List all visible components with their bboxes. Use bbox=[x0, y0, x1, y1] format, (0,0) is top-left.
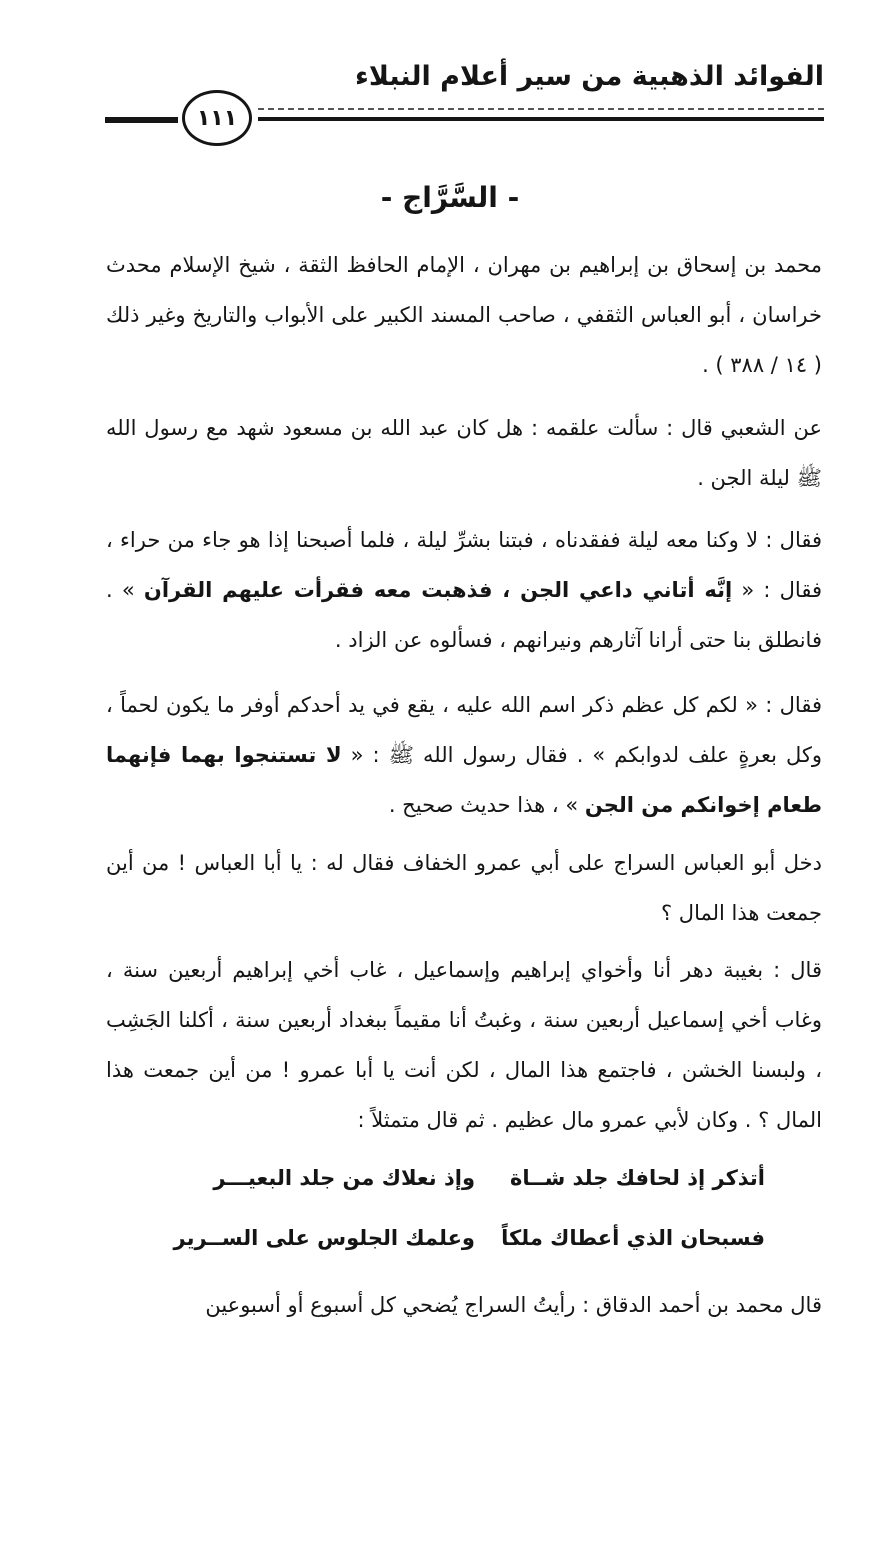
verse-2-second-hemistich: وعلمك الجلوس على الســرير bbox=[173, 1226, 475, 1250]
paragraph-1: محمد بن إسحاق بن إبراهيم بن مهران ، الإمام الحافظ الثقة ، شيخ الإسلام محدث خراسان ، أبو العباس الثقفي ، صاحب المسند الكبير على الأبواب والتاريخ وغير ذلك ( ١٤ / ٣٨٨ ) . bbox=[106, 253, 822, 377]
paragraph-6: قال : بغيبة دهر أنا وأخواي إبراهيم وإسماعيل ، غاب أخي إبراهيم أربعين سنة ، وغاب أخي إسماعيل أربعين سنة ، وغبتُ أنا مقيماً ببغداد أربعين سنة ، أكلنا الجَشِب ، ولبسنا الخشن ، فاجتمع هذا المال ، لكن أنت يا أبا عمرو ! من أين جمعت هذا المال ؟ . وكان لأبي عمرو مال عظيم . ثم قال متمثلاً : bbox=[106, 958, 822, 1132]
paragraph-4 bbox=[106, 680, 822, 830]
paragraph-2: عن الشعبي قال : سألت علقمه : هل كان عبد الله بن مسعود شهد مع رسول الله ﷺ ليلة الجن . bbox=[106, 416, 822, 490]
header-rule-dashed bbox=[258, 108, 824, 110]
paragraph-3 bbox=[106, 515, 822, 665]
verse-line-1 bbox=[205, 1158, 765, 1198]
paragraph-3-text-b: » . فانطلق بنا حتى أرانا آثارهم ونيرانهم ، فسألوه عن الزاد . bbox=[106, 578, 822, 652]
page-number: ١١١ bbox=[196, 105, 238, 131]
verse-2-first-hemistich: فسبحان الذي أعطاك ملكاً bbox=[501, 1226, 765, 1250]
hadith-quote-1: إنَّه أتاني داعي الجن ، فذهبت معه فقرأت عليهم القرآن bbox=[143, 578, 733, 602]
paragraph-4-text-a: فقال : « لكم كل عظم ذكر اسم الله عليه ، يقع في يد أحدكم أوفر ما يكون لحماً ، وكل بعرةٍ علف لدوابكم » . فقال رسول الله ﷺ : « bbox=[106, 693, 822, 767]
running-title: الفوائد الذهبية من سير أعلام النبلاء bbox=[355, 61, 824, 92]
verse-1-first-hemistich: أتذكر إذ لحافك جلد شــاة bbox=[509, 1166, 765, 1190]
paragraph-4-text-b: » ، هذا حديث صحيح . bbox=[388, 793, 585, 817]
verse-line-2 bbox=[173, 1218, 765, 1258]
closing-line: قال محمد بن أحمد الدقاق : رأيتُ السراج يُضحي كل أسبوع أو أسبوعين bbox=[205, 1293, 822, 1317]
header-rule-left bbox=[105, 117, 178, 123]
paragraph-5: دخل أبو العباس السراج على أبي عمرو الخفاف فقال له : يا أبا العباس ! من أين جمعت هذا المال ؟ bbox=[106, 851, 822, 925]
page-number-badge bbox=[182, 90, 252, 146]
header-rule-right bbox=[258, 117, 824, 121]
verse-1-second-hemistich: وإذ نعلاك من جلد البعيـــر bbox=[213, 1166, 475, 1190]
chapter-title: - السَّرَّاج - bbox=[380, 181, 520, 214]
paragraph-3-text-a: فقال : لا وكنا معه ليلة ففقدناه ، فبتنا بشرِّ ليلة ، فلما أصبحنا إذا هو جاء من حراء ، فقال : « bbox=[106, 528, 822, 602]
hadith-quote-2: لا تستنجوا بهما فإنهما طعام إخوانكم من الجن bbox=[106, 743, 822, 817]
